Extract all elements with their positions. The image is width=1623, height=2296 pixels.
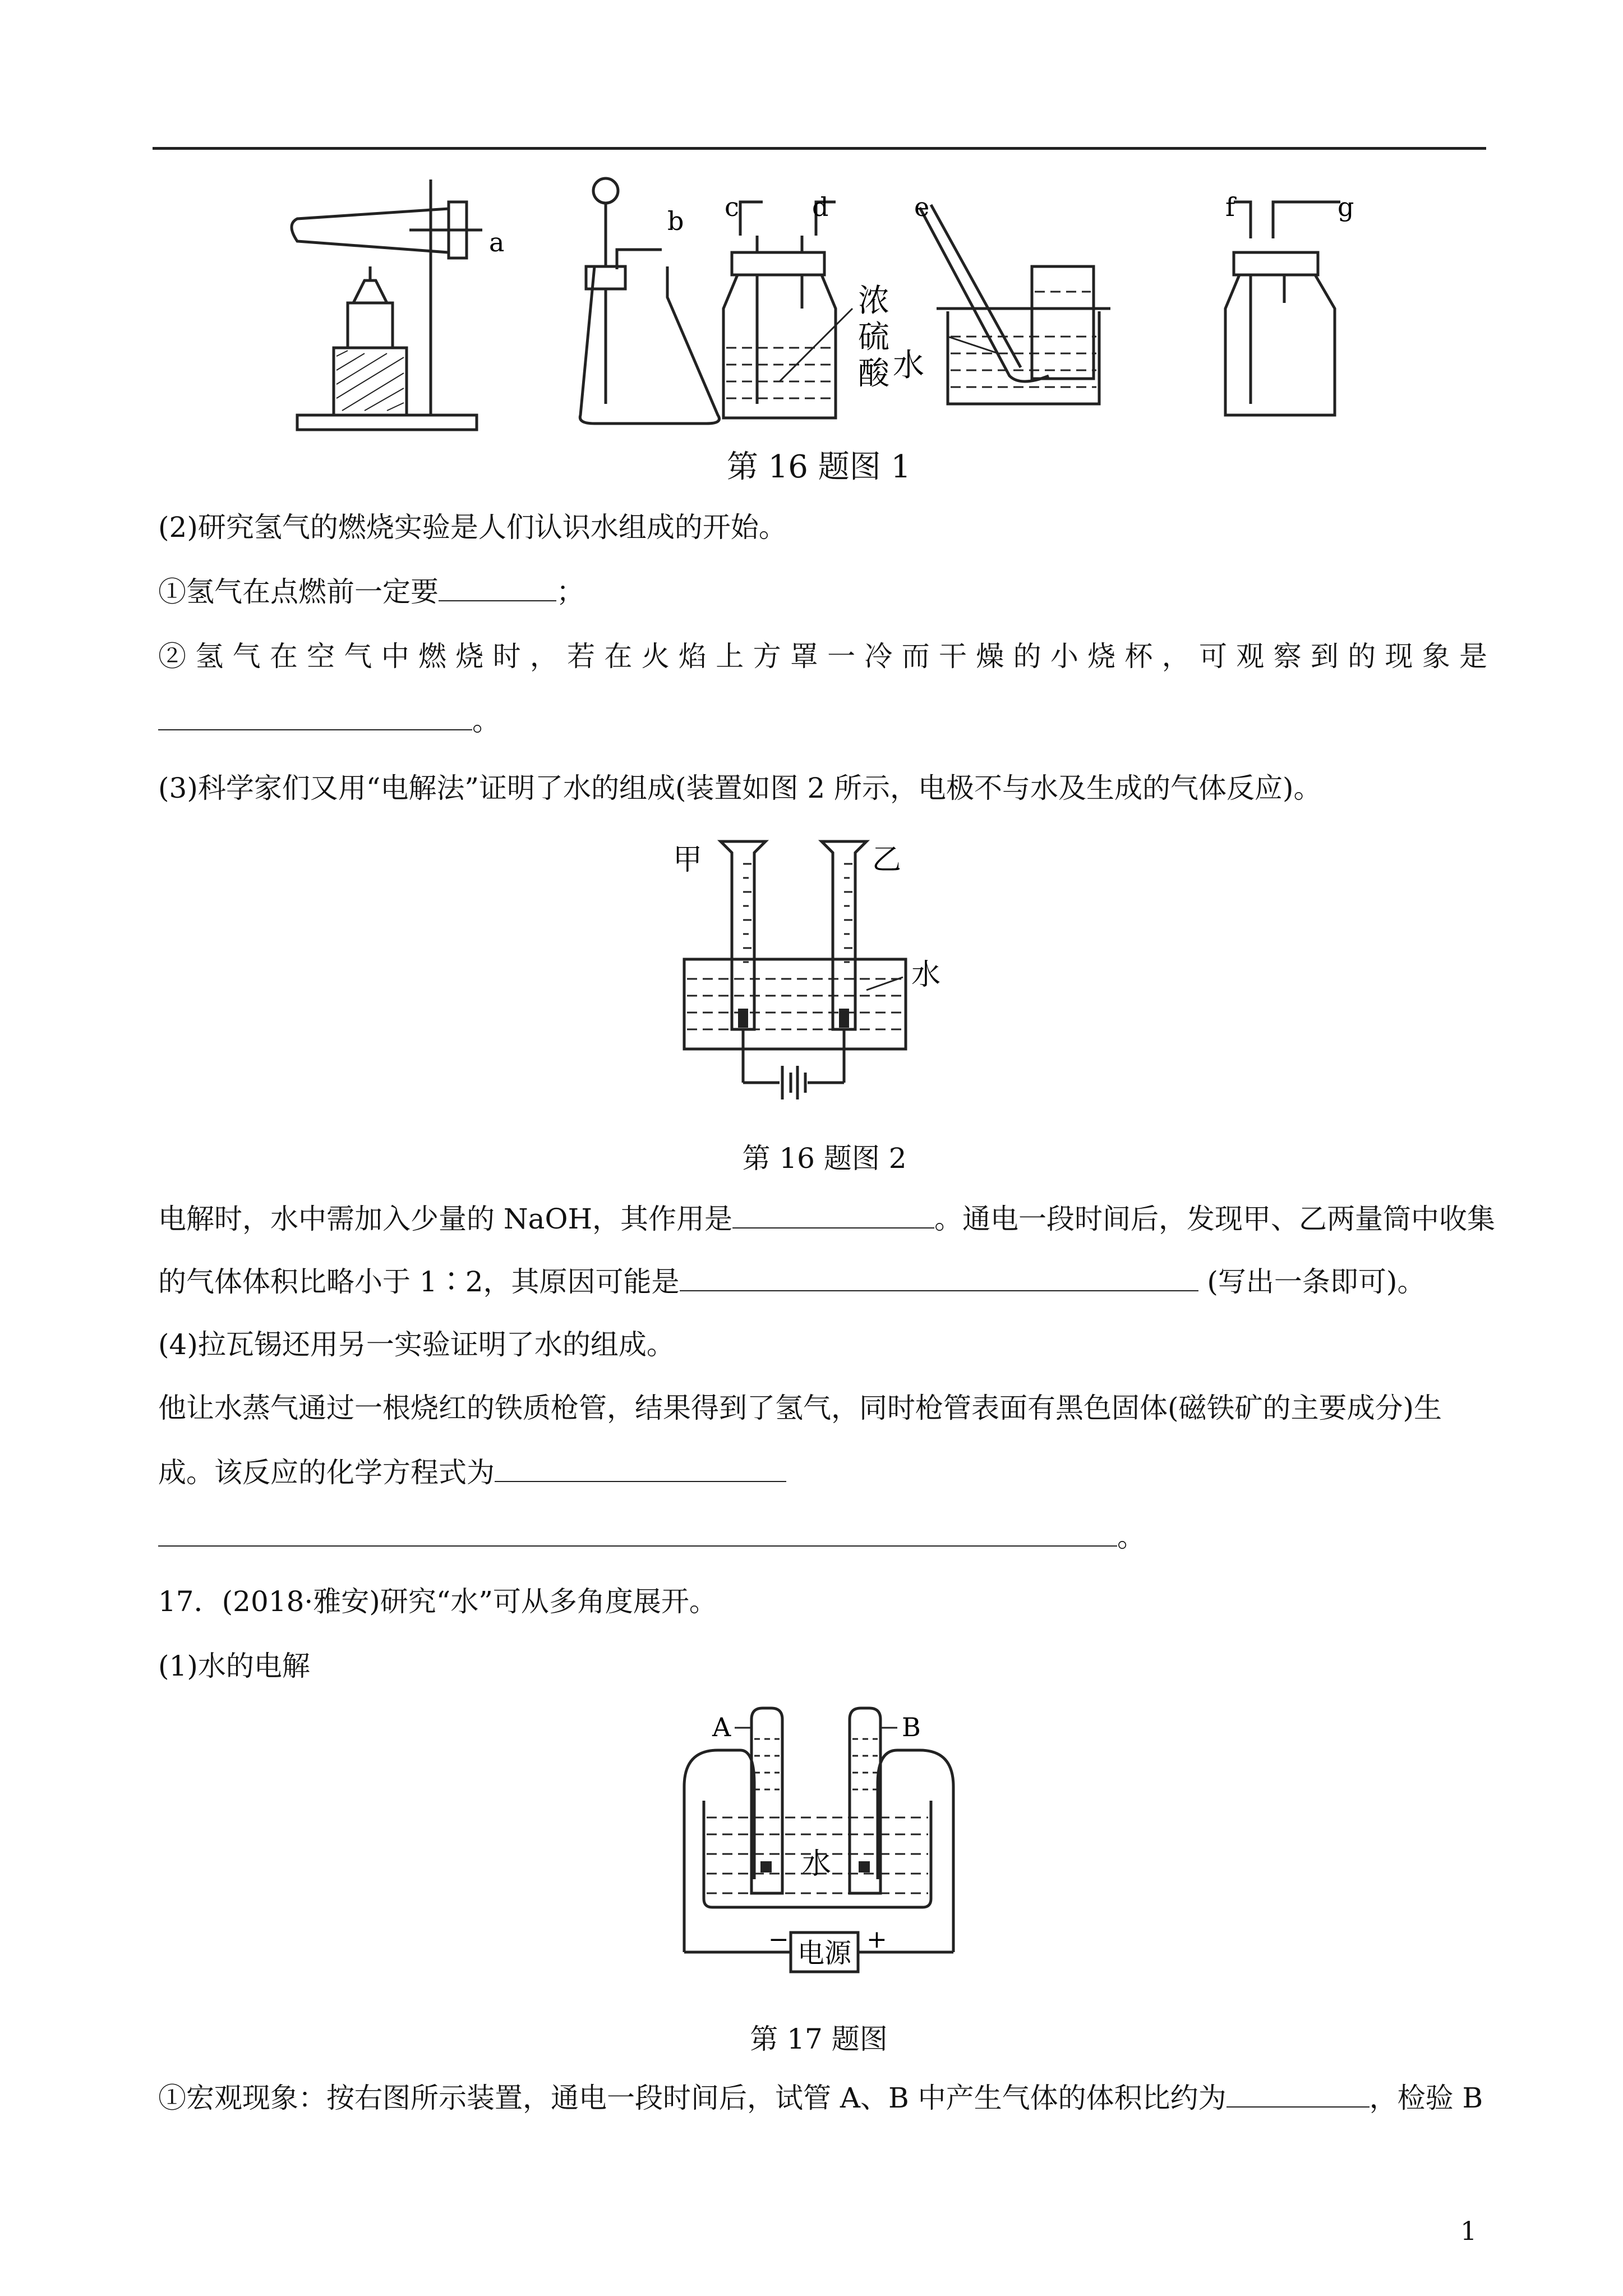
q16-part4-end: 。 — [1117, 1521, 1145, 1553]
label-d: d — [812, 192, 829, 222]
figure-16-1-apparatus — [280, 168, 1391, 438]
q16-item1-blank — [439, 578, 556, 601]
acid-label-1: 浓 — [858, 283, 889, 319]
q17-ratio-blank — [1227, 2084, 1370, 2108]
q16-item1-suffix: ； — [556, 576, 584, 608]
page-number: 1 — [1460, 2216, 1477, 2246]
water-label-fig1: 水 — [893, 347, 924, 384]
q16-item1 — [158, 575, 1487, 609]
q16-part4-answer — [158, 1520, 1487, 1554]
label-f: f — [1225, 192, 1235, 222]
figure-16-1-caption: 第 16 题图 1 — [726, 449, 911, 485]
figure-16-2-electrolysis — [673, 830, 987, 1111]
q16-item1-prefix: ①氢气在点燃前一定要 — [158, 576, 439, 608]
label-plus: + — [866, 1925, 887, 1954]
label-b: b — [667, 206, 684, 236]
q16-part4-line2-text: 成。该反应的化学方程式为 — [158, 1456, 495, 1489]
q16-item2-answer — [158, 704, 1487, 738]
q17-item1-a: ①宏观现象：按右图所示装置，通电一段时间后，试管 A、B 中产生气体的体积比约为 — [158, 2082, 1227, 2114]
q16-equation-blank-2 — [158, 1523, 1117, 1547]
q16-part4-line2 — [158, 1456, 1487, 1489]
q16-reason-blank — [680, 1268, 1198, 1291]
label-power-source: 电源 — [797, 1938, 852, 1969]
figure-17-electrolysis — [673, 1705, 976, 1997]
label-e: e — [914, 192, 930, 222]
q17-intro: 17．(2018·雅安)研究“水”可从多角度展开。 — [158, 1585, 717, 1618]
q16-naoh-blank — [732, 1205, 934, 1228]
label-c: c — [725, 192, 739, 222]
q17-item1-b: ，检验 B — [1369, 2082, 1483, 2114]
header-rule — [153, 147, 1486, 150]
water-label-fig3: 水 — [802, 1847, 832, 1881]
figure-16-2-caption: 第 16 题图 2 — [742, 1142, 907, 1175]
label-yi: 乙 — [872, 843, 902, 877]
label-minus: − — [768, 1925, 789, 1954]
q16-part4-line1: 他让水蒸气通过一根烧红的铁质枪管，结果得到了氢气，同时枪管表面有黑色固体(磁铁矿的主要成分)生 — [158, 1392, 1442, 1424]
q16-para-line1-b: 。通电一段时间后，发现甲、乙两量筒中收集 — [934, 1203, 1496, 1235]
q16-para-line2 — [158, 1265, 1487, 1299]
label-a-tube: A — [712, 1712, 731, 1742]
q16-item2-suffix: 。 — [472, 705, 500, 737]
figure-17-caption: 第 17 题图 — [750, 2023, 888, 2055]
q16-part2-intro: (2)研究氢气的燃烧实验是人们认识水组成的开始。 — [158, 511, 787, 544]
q16-para-line1 — [158, 1202, 1496, 1236]
water-label-fig2: 水 — [911, 958, 941, 992]
q16-part3-intro: (3)科学家们又用“电解法”证明了水的组成(装置如图 2 所示，电极不与水及生成的气体反应)。 — [158, 772, 1322, 804]
label-jia: 甲 — [673, 843, 703, 877]
label-a: a — [489, 227, 505, 257]
q16-para-line2-a: 的气体体积比略小于 1∶2，其原因可能是 — [158, 1266, 680, 1298]
q17-item1 — [158, 2081, 1487, 2115]
label-b-tube: B — [902, 1712, 921, 1742]
q17-part1: (1)水的电解 — [158, 1650, 310, 1682]
acid-label-3: 酸 — [858, 356, 889, 392]
q16-part4-intro: (4)拉瓦锡还用另一实验证明了水的组成。 — [158, 1328, 675, 1361]
q16-para-line1-a: 电解时，水中需加入少量的 NaOH，其作用是 — [158, 1203, 733, 1235]
q16-equation-blank-1 — [495, 1458, 786, 1482]
q16-para-line2-b: (写出一条即可)。 — [1198, 1266, 1426, 1298]
label-g: g — [1338, 192, 1354, 222]
acid-label-2: 硫 — [858, 319, 889, 356]
q16-item2-blank — [158, 707, 472, 730]
q16-item2-text: ②氢气在空气中燃烧时，若在火焰上方罩一冷而干燥的小烧杯，可观察到的现象是 — [158, 640, 1487, 673]
